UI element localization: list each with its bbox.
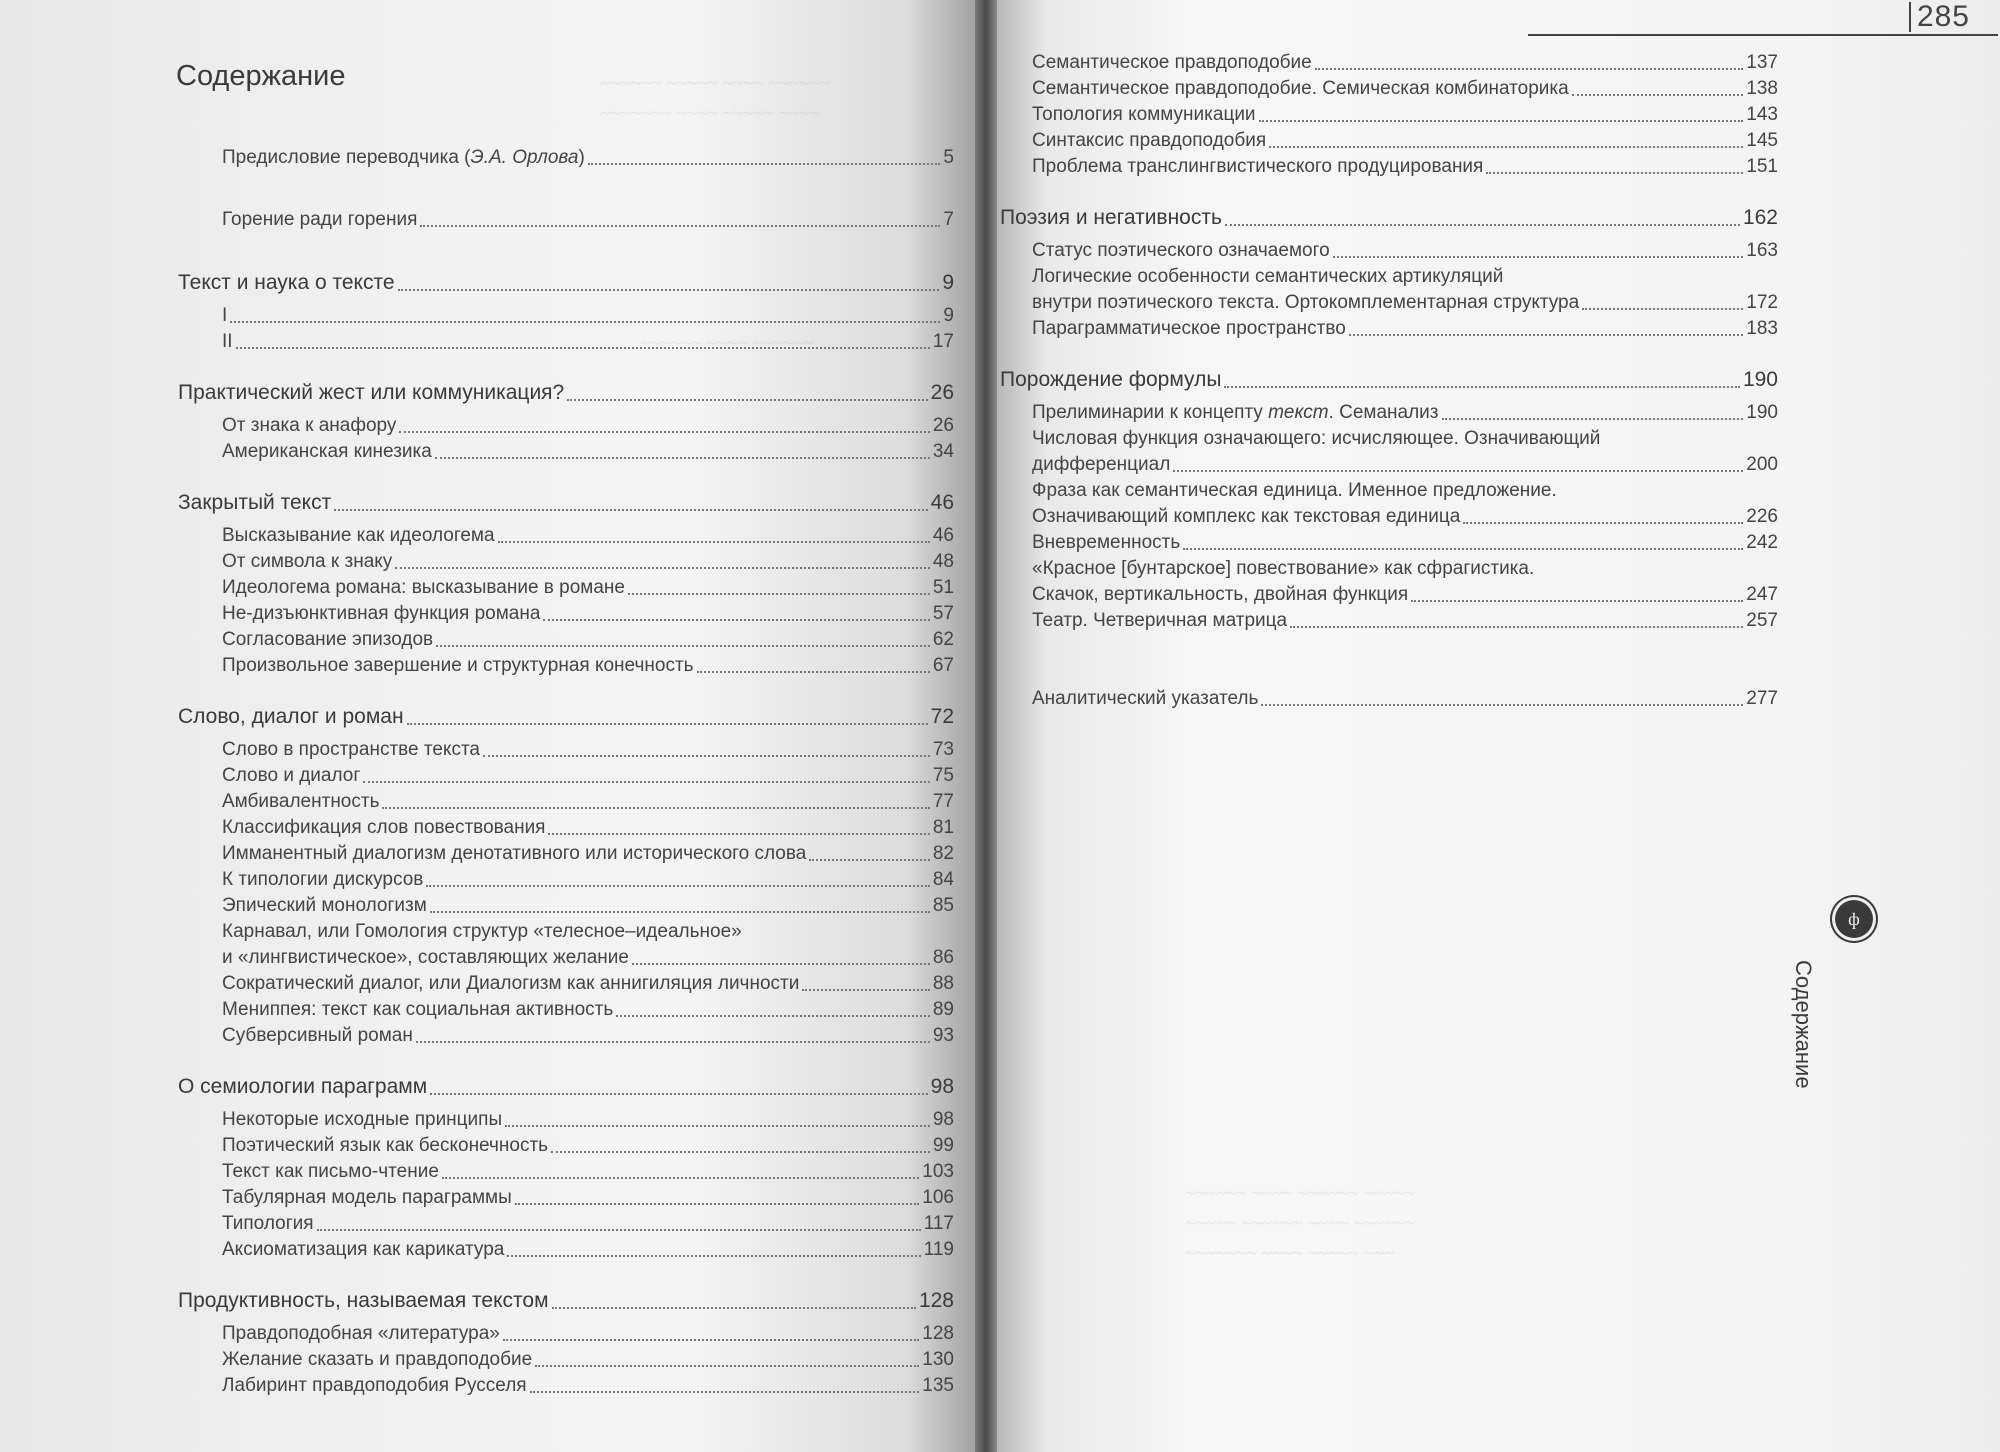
toc-page-number: 257 (1746, 610, 1778, 631)
toc-leader-dots (398, 288, 940, 291)
toc-entry (178, 653, 954, 679)
toc-page-number: 62 (932, 629, 954, 650)
toc-entry (1000, 102, 1778, 128)
toc-leader-dots (1259, 119, 1744, 122)
toc-entry (1000, 582, 1778, 608)
toc-entry-label: Текст как письмо-чтение (222, 1161, 439, 1182)
toc-entry-label: Проблема транслингвистического продуцирования (1032, 156, 1484, 177)
toc-page-number: 99 (932, 1135, 954, 1156)
toc-leader-dots (543, 618, 929, 621)
toc-entry (1000, 504, 1778, 530)
toc-page-number: 135 (922, 1375, 954, 1396)
toc-entry-label: Поэзия и негативность (1000, 206, 1222, 229)
toc-entry (1000, 452, 1778, 478)
toc-page-number: 103 (922, 1161, 954, 1182)
toc-entry-label: Театр. Четверичная матрица (1032, 610, 1288, 631)
toc-page-number: 162 (1742, 206, 1778, 229)
toc-entry (178, 919, 954, 945)
toc-leader-dots (505, 1124, 930, 1127)
toc-entry (178, 1321, 954, 1347)
toc-left-column (178, 145, 954, 1399)
toc-leader-dots (628, 592, 930, 595)
toc-section-entry (178, 1287, 954, 1315)
toc-entry-label: дифференциал (1032, 454, 1171, 475)
toc-entry (1000, 686, 1778, 712)
toc-entry (178, 303, 954, 329)
toc-page-number: 46 (930, 491, 954, 514)
toc-entry-label: Аналитический указатель (1032, 688, 1259, 709)
toc-entry-label: Поэтический язык как бесконечность (222, 1135, 549, 1156)
toc-leader-dots (399, 430, 929, 433)
toc-leader-dots (1315, 67, 1744, 70)
toc-page-number: 9 (943, 305, 954, 326)
toc-entry-label: Субверсивный роман (222, 1025, 413, 1046)
toc-entry (1000, 290, 1778, 316)
toc-entry (1000, 400, 1778, 426)
page-number: 285 (1909, 2, 1970, 32)
toc-section-entry (178, 1073, 954, 1101)
toc-entry (1000, 264, 1778, 290)
toc-page-number: 117 (923, 1213, 954, 1234)
toc-entry-label: Правдоподобная «литература» (222, 1323, 500, 1344)
toc-entry (1000, 154, 1778, 180)
toc-leader-dots (430, 910, 930, 913)
toc-page-number: 93 (932, 1025, 954, 1046)
toc-entry-label: Табулярная модель параграммы (222, 1187, 512, 1208)
toc-leader-dots (1261, 703, 1743, 706)
toc-entry (1000, 556, 1778, 582)
toc-leader-dots (382, 806, 929, 809)
toc-leader-dots (236, 346, 930, 349)
toc-entry-label: От знака к анафору (222, 415, 397, 436)
toc-leader-dots (426, 884, 930, 887)
toc-section-entry (178, 489, 954, 517)
toc-entry-label: Семантическое правдоподобие (1032, 52, 1312, 73)
toc-page-number: 183 (1746, 318, 1778, 339)
toc-entry (178, 1237, 954, 1263)
toc-entry-label: Слово в пространстве текста (222, 739, 481, 760)
toc-leader-dots (809, 858, 930, 861)
toc-entry (178, 893, 954, 919)
toc-entry (178, 1159, 954, 1185)
toc-leader-dots (498, 540, 930, 543)
toc-leader-dots (416, 1040, 930, 1043)
toc-right-column (1000, 50, 1778, 712)
toc-leader-dots (430, 1092, 927, 1095)
page-header (1528, 0, 1998, 36)
toc-entry (178, 997, 954, 1023)
toc-page-number: 119 (923, 1239, 954, 1260)
left-page: ~~~~~~ ~~~~~ ~~~~ ~~~~~~ ~~~~~~~ ~~~~ ~~~~~ ~~~~ ~~~~~~ ~~~~ ~~~~~~ Содержание Предисловие переводчика (Э.А. Орлова) 5 Горение ради горения 7 Текст и наука о тексте 9 I 9 II 17 Практический жест или коммуникация? 26 От знака к анафору 26 Американская кинезика 34 Закрытый текст 46 Высказывание как идеологема 46 От символа к знаку 48 Идеологема романа: высказывание в романе 51 Не-дизъюнктивная функция романа 57 Согласование эпизодов 62 Произвольное завершение и структурная конечность 67 Слово, диалог и роман 72 Слово в пространстве текста 73 Слово и диалог 75 Амбивалентность 77 Классификация слов повествования 81 Имманентный диалогизм денотативного или исторического слова 82 К типологии дискурсов 84 Эпический монологизм 85 Карнавал, или Гомология структур «телесное–идеальное» и «лингвистическое», составляющих желание 86 Сократический диалог, или Диалогизм как аннигиляция личности 88 Мениппея: текст как социальная активность 89 Субверсивный роман 93 О семиологии параграмм 98 Некоторые исходные принципы 98 Поэтический язык как бесконечность 99 Текст как письмо-чтение 103 Табулярная модель параграммы 106 Типология 117 Аксиоматизация как карикатура 119 Продуктивность, называемая текстом 128 Правдоподобная «литература» 128 Желание сказать и правдоподобие 130 Лабиринт правдоподобия Русселя 135 (0, 0, 985, 1452)
toc-page-number: 226 (1746, 506, 1778, 527)
toc-leader-dots (567, 398, 927, 401)
toc-entry-label: Сократический диалог, или Диалогизм как аннигиляция личности (222, 973, 800, 994)
toc-page-number: 128 (918, 1289, 954, 1312)
toc-entry-label: Типология (222, 1213, 314, 1234)
toc-entry (178, 1373, 954, 1399)
toc-entry-label: Параграмматическое пространство (1032, 318, 1346, 339)
toc-entry-label: Идеологема романа: высказывание в романе (222, 577, 625, 598)
right-page: ~~~~~~ ~~~~ ~~~~~~ ~~~~~ ~~~~~ ~~~~~~ ~~~~ ~~~~~~ ~~~~~~~ ~~~~ ~~~~~ ~~~ (985, 0, 2000, 1452)
toc-page-number: 26 (932, 415, 954, 436)
toc-entry-label: К типологии дискурсов (222, 869, 424, 890)
toc-entry-label: Предисловие переводчика (Э.А. Орлова) (222, 147, 585, 168)
toc-entry-label: Карнавал, или Гомология структур «телесное–идеальное» (222, 921, 742, 942)
toc-entry (178, 815, 954, 841)
toc-leader-dots (1349, 333, 1743, 336)
toc-leader-dots (1411, 599, 1743, 602)
toc-entry-label: Некоторые исходные принципы (222, 1109, 503, 1130)
toc-entry-label: Статус поэтического означаемого (1032, 240, 1330, 261)
toc-page-number: 163 (1746, 240, 1778, 261)
toc-leader-dots (1290, 625, 1743, 628)
toc-entry (178, 207, 954, 233)
toc-entry (178, 1347, 954, 1373)
toc-entry (178, 841, 954, 867)
toc-entry-label: Продуктивность, называемая текстом (178, 1289, 549, 1312)
toc-leader-dots (507, 1254, 920, 1257)
toc-leader-dots (1173, 469, 1743, 472)
toc-entry-label: Текст и наука о тексте (178, 271, 395, 294)
toc-entry-label: «Красное [бунтарское] повествование» как сфрагистика. (1032, 558, 1535, 579)
toc-leader-dots (802, 988, 930, 991)
toc-page-number: 277 (1746, 688, 1778, 709)
toc-entry-label: Прелиминарии к концепту текст. Семанализ (1032, 402, 1439, 423)
toc-entry-label: Скачок, вертикальность, двойная функция (1032, 584, 1409, 605)
toc-leader-dots (551, 1150, 930, 1153)
toc-entry (1000, 238, 1778, 264)
toc-page-number: 128 (922, 1323, 954, 1344)
toc-page-number: 9 (942, 271, 954, 294)
toc-entry-label: Мениппея: текст как социальная активность (222, 999, 614, 1020)
toc-page-number: 67 (932, 655, 954, 676)
toc-page-number: 81 (932, 817, 954, 838)
toc-entry-label: Семантическое правдоподобие. Семическая комбинаторика (1032, 78, 1569, 99)
toc-entry-label: Желание сказать и правдоподобие (222, 1349, 533, 1370)
toc-page-number: 46 (932, 525, 954, 546)
toc-entry (1000, 76, 1778, 102)
toc-page-number: 98 (930, 1075, 954, 1098)
toc-entry-label: Классификация слов повествования (222, 817, 546, 838)
toc-entry-label: Не-дизъюнктивная функция романа (222, 603, 541, 624)
toc-entry-label: Порождение формулы (1000, 368, 1222, 391)
toc-page-number: 82 (932, 843, 954, 864)
toc-entry-label: Согласование эпизодов (222, 629, 434, 650)
toc-leader-dots (1442, 417, 1744, 420)
toc-leader-dots (515, 1202, 920, 1205)
toc-page-number: 98 (932, 1109, 954, 1130)
toc-page-number: 88 (932, 973, 954, 994)
toc-entry-label: Слово, диалог и роман (178, 705, 404, 728)
toc-leader-dots (503, 1338, 919, 1341)
toc-leader-dots (588, 162, 941, 165)
toc-page-number: 151 (1746, 156, 1778, 177)
toc-page-number: 137 (1746, 52, 1778, 73)
toc-leader-dots (1224, 385, 1740, 388)
toc-entry (1000, 426, 1778, 452)
toc-entry-label: Амбивалентность (222, 791, 380, 812)
toc-section-entry (1000, 366, 1778, 394)
toc-entry (178, 737, 954, 763)
publisher-logo-icon: ф (1835, 900, 1873, 938)
toc-leader-dots (1582, 307, 1743, 310)
toc-entry-label: Числовая функция означающего: исчисляющее. Означивающий (1032, 428, 1601, 449)
toc-leader-dots (616, 1014, 930, 1017)
toc-entry-label: и «лингвистическое», составляющих желание (222, 947, 629, 968)
toc-leader-dots (1269, 145, 1743, 148)
toc-page-number: 130 (922, 1349, 954, 1370)
toc-page-number: 143 (1746, 104, 1778, 125)
toc-entry (178, 1185, 954, 1211)
toc-leader-dots (483, 754, 930, 757)
toc-entry (178, 867, 954, 893)
toc-leader-dots (317, 1228, 921, 1231)
toc-page-number: 89 (932, 999, 954, 1020)
toc-page-number: 72 (930, 705, 954, 728)
toc-entry (1000, 128, 1778, 154)
toc-entry (178, 971, 954, 997)
toc-page-number: 75 (932, 765, 954, 786)
toc-page-number: 106 (922, 1187, 954, 1208)
side-running-title: Содержание (1791, 960, 1816, 1089)
toc-entry-label: Горение ради горения (222, 209, 418, 230)
toc-section-entry (178, 379, 954, 407)
toc-leader-dots (363, 780, 930, 783)
toc-page-number: 51 (932, 577, 954, 598)
toc-page-number: 242 (1746, 532, 1778, 553)
toc-leader-dots (535, 1364, 919, 1367)
toc-entry (178, 549, 954, 575)
toc-page-number: 172 (1746, 292, 1778, 313)
toc-page-number: 247 (1746, 584, 1778, 605)
toc-leader-dots (407, 722, 928, 725)
toc-entry-label: Лабиринт правдоподобия Русселя (222, 1375, 527, 1396)
toc-entry (178, 575, 954, 601)
toc-leader-dots (395, 566, 930, 569)
toc-entry-label: Американская кинезика (222, 441, 432, 462)
toc-leader-dots (420, 224, 940, 227)
toc-entry (178, 601, 954, 627)
toc-page-number: 145 (1746, 130, 1778, 151)
toc-entry (178, 789, 954, 815)
toc-entry-label: Аксиоматизация как карикатура (222, 1239, 505, 1260)
toc-page-number: 7 (943, 209, 954, 230)
toc-leader-dots (1333, 255, 1744, 258)
toc-page-number: 57 (932, 603, 954, 624)
toc-entry (178, 413, 954, 439)
toc-page-number: 73 (932, 739, 954, 760)
toc-section-entry (178, 703, 954, 731)
toc-entry (1000, 608, 1778, 634)
toc-leader-dots (334, 508, 927, 511)
toc-leader-dots (1183, 547, 1743, 550)
toc-leader-dots (1463, 521, 1743, 524)
toc-entry (178, 1211, 954, 1237)
toc-entry-label: Фраза как семантическая единица. Именное предложение. (1032, 480, 1557, 501)
toc-entry (178, 627, 954, 653)
toc-entry (178, 523, 954, 549)
toc-entry-label: Имманентный диалогизм денотативного или исторического слова (222, 843, 807, 864)
book-gutter (975, 0, 997, 1452)
toc-entry (1000, 316, 1778, 342)
toc-leader-dots (436, 644, 930, 647)
toc-leader-dots (230, 320, 940, 323)
toc-entry (178, 1107, 954, 1133)
toc-leader-dots (632, 962, 930, 965)
toc-entry-label: II (222, 331, 233, 352)
toc-page-number: 26 (930, 381, 954, 404)
toc-leader-dots (1486, 171, 1743, 174)
toc-entry-label: Топология коммуникации (1032, 104, 1256, 125)
toc-page-number: 85 (932, 895, 954, 916)
toc-entry-label: Означивающий комплекс как текстовая единица (1032, 506, 1461, 527)
toc-page-number: 190 (1746, 402, 1778, 423)
toc-entry (178, 145, 954, 171)
toc-section-entry (178, 269, 954, 297)
toc-entry-label: Эпический монологизм (222, 895, 427, 916)
toc-entry (178, 1023, 954, 1049)
toc-entry-label: Произвольное завершение и структурная конечность (222, 655, 694, 676)
toc-entry-label: I (222, 305, 228, 326)
toc-entry-label: внутри поэтического текста. Ортокомплементарная структура (1032, 292, 1580, 313)
toc-page-number: 77 (932, 791, 954, 812)
toc-leader-dots (548, 832, 929, 835)
page-title: Содержание (176, 60, 346, 92)
toc-entry (178, 1133, 954, 1159)
toc-leader-dots (530, 1390, 920, 1393)
toc-page-number: 34 (932, 441, 954, 462)
toc-entry-label: Логические особенности семантических артикуляций (1032, 266, 1504, 287)
toc-section-entry (1000, 204, 1778, 232)
toc-leader-dots (697, 670, 930, 673)
toc-entry-label: Вневременность (1032, 532, 1181, 553)
toc-page-number: 200 (1746, 454, 1778, 475)
toc-page-number: 17 (932, 331, 954, 352)
toc-entry-label: Практический жест или коммуникация? (178, 381, 565, 404)
toc-entry (1000, 478, 1778, 504)
toc-entry-label: О семиологии параграмм (178, 1075, 428, 1098)
toc-leader-dots (435, 456, 930, 459)
toc-entry-label: Закрытый текст (178, 491, 332, 514)
toc-leader-dots (552, 1306, 916, 1309)
toc-page-number: 190 (1742, 368, 1778, 391)
toc-page-number: 48 (932, 551, 954, 572)
toc-page-number: 138 (1746, 78, 1778, 99)
toc-entry-label: Высказывание как идеологема (222, 525, 495, 546)
toc-entry-label: Слово и диалог (222, 765, 361, 786)
toc-leader-dots (1225, 223, 1740, 226)
toc-page-number: 84 (932, 869, 954, 890)
toc-entry (178, 763, 954, 789)
toc-leader-dots (442, 1176, 919, 1179)
toc-entry (1000, 50, 1778, 76)
toc-page-number: 5 (943, 147, 954, 168)
toc-entry (178, 945, 954, 971)
toc-entry (1000, 530, 1778, 556)
toc-entry (178, 439, 954, 465)
toc-entry-label: Синтаксис правдоподобия (1032, 130, 1267, 151)
toc-leader-dots (1572, 93, 1744, 96)
toc-entry (178, 329, 954, 355)
toc-page-number: 86 (932, 947, 954, 968)
toc-entry-label: От символа к знаку (222, 551, 393, 572)
